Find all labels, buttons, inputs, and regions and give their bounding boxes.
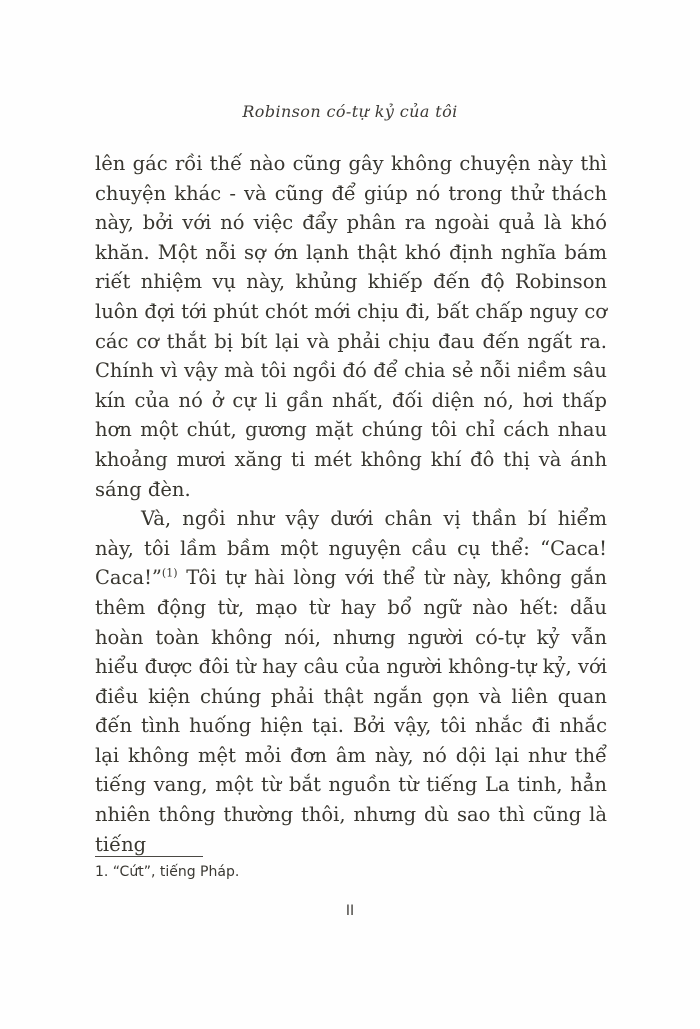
paragraph-text: lên gác rồi thế nào cũng gây không chuyện này thì chuyện khác - và cũng để giúp nó trong thử thách này, bởi với nó việc đẩy phân ra ngoài quả là khó khăn. Một nỗi sợ ớn lạnh thật khó định nghĩa bám riết nhiệm vụ này, khủng khiếp đến độ Robinson luôn đợi tới phút chót mới chịu đi, bất chấp nguy cơ các cơ thắt bị bít lại và phải chịu đau đến ngất ra. Chính vì vậy mà tôi ngồi đó để chia sẻ nỗi niềm sâu kín của nó ở cự li gần nhất, đối diện nó, hơi thấp hơn một chút, gương mặt chúng tôi chỉ cách nhau khoảng mươi xăng ti mét không khí đô thị và ánh sáng đèn. — [95, 152, 607, 501]
running-header: Robinson có-tự kỷ của tôi — [242, 102, 458, 121]
paragraph — [95, 149, 607, 504]
footnote: 1. “Cứt”, tiếng Pháp. — [95, 864, 240, 880]
footnote-divider — [95, 856, 203, 857]
paragraph-text: Và, ngồi như vậy dưới chân vị thần bí hiểm này, tôi lầm bầm một nguyện cầu cụ thể: “Caca! Caca!” — [95, 507, 607, 590]
paragraph — [95, 504, 607, 859]
footnote-marker: (1) — [161, 566, 178, 580]
page-number: II — [345, 903, 355, 919]
body-text — [95, 149, 607, 859]
paragraph-text: Tôi tự hài lòng với thể từ này, không gắn thêm động từ, mạo từ hay bổ ngữ nào hết: dẫu hoàn toàn không nói, nhưng người có-tự kỷ vẫn hiểu được đôi từ hay câu của người không-tự kỷ, với điều kiện chúng phải thật ngắn gọn và liên quan đến tình huống hiện tại. Bởi vậy, tôi nhắc đi nhắc lại không mệt mỏi đơn âm này, nó dội lại như thể tiếng vang, một từ bắt nguồn từ tiếng La tinh, hẳn nhiên thông thường thôi, nhưng dù sao thì cũng là tiếng — [95, 566, 607, 856]
